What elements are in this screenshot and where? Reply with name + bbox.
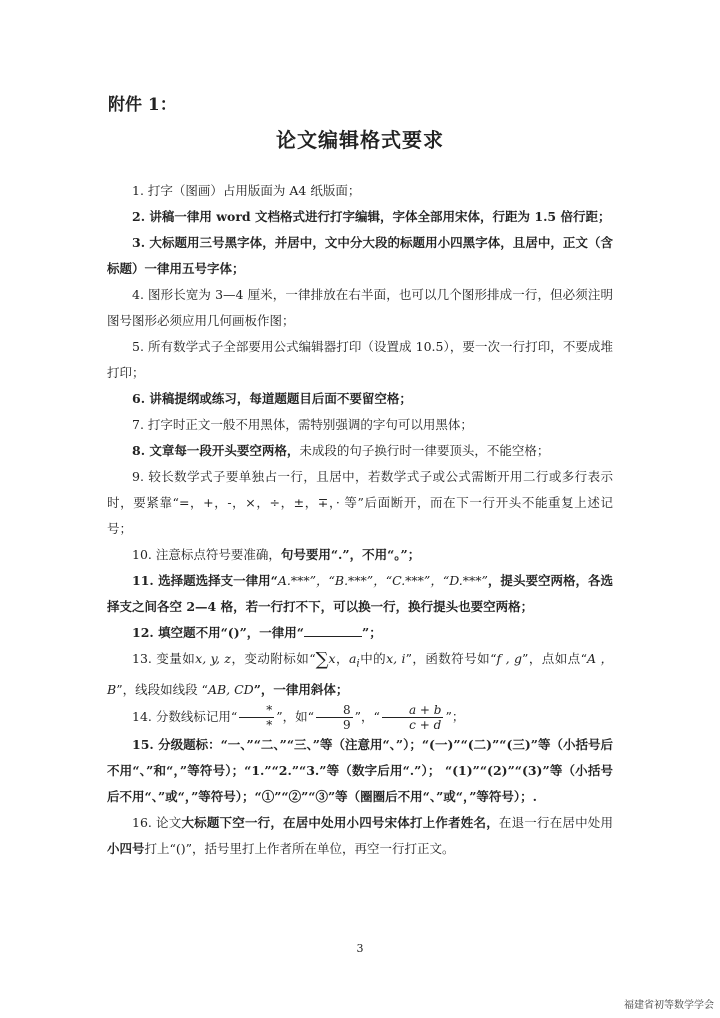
item-14: 14. 分数线标记用“ $\frac{*}{*}$ ”，如“ $\frac{8}{9}$ ”，“ $\frac{a + b}{c + d}$ ”； xyxy=(132,702,465,732)
item-10: 10. 注意标点符号要准确，句号要用“.”，不用“。”； xyxy=(132,547,421,562)
page-number: 3 xyxy=(356,942,364,955)
item-3: 3. 大标题用三号黑字体，并居中，文中分大段的标题用小四黑字体，且居中，正文（含标题）一律用五号字体； xyxy=(107,235,613,276)
item-7: 7. 打字时正文一般不用黑体，需特别强调的字句可以用黑体； xyxy=(132,417,473,432)
blank-line xyxy=(304,624,362,637)
document-title: 论文编辑格式要求 xyxy=(276,128,444,152)
item-5: 5. 所有数学式子全部要用公式编辑器打印（设置成 10.5），要一次一行打印，不要成堆打印； xyxy=(107,339,613,380)
requirements-list xyxy=(107,178,613,862)
attachment-label: 附件 1： xyxy=(108,95,177,115)
fraction-eight-ninths: $\frac{8}{9}$ xyxy=(316,703,353,732)
item-16: 16. 论文大标题下空一行，在居中处用小四号宋体打上作者姓名，在退一行在居中处用小四号打上“()”，括号里打上作者所在单位，再空一行打正文。 xyxy=(107,814,613,856)
item-12: 12. 填空题不用“()”，一律用“ ”； xyxy=(132,625,382,640)
item-9: 9. 较长数学式子要单独占一行，且居中，若数学式子或公式需断开用二行或多行表示时，要紧靠“=，+，-，×，÷，±，∓，· 等”后面断开，而在下一行开头不能重复上述记号； xyxy=(107,469,613,536)
fraction-star: $\frac{*}{*}$ xyxy=(239,703,274,732)
footer-watermark: 福建省初等数学学会 xyxy=(624,1000,714,1011)
item-6: 6. 讲稿提纲或练习，每道题题目后面不要留空格； xyxy=(132,391,412,406)
item-11: 11. 选择题选择支一律用“A.***”，“B.***”，“C.***”，“D.***”，提头要空两格，各选择支之间各空 2—4 格，若一行打不下，可以换一行，换行提头也要空两格； xyxy=(107,573,613,614)
item-13: 13. 变量如x, y, z，变动附标如“∑x，$a_i$中的x, i”，函数符号如“f , g”，点如点“A ， B”，线段如线段 “AB, CD”，一律用斜体； xyxy=(107,649,613,697)
fraction-ab-cd: $\frac{a + b}{c + d}$ xyxy=(382,703,444,732)
item-4: 4. 图形长宽为 3—4 厘米，一律排放在右半面，也可以几个图形排成一行，但必须注明图号图形必须应用几何画板作图； xyxy=(107,287,613,328)
sum-symbol: ∑ xyxy=(315,649,329,670)
item-1: 1. 打字（图画）占用版面为 A4 纸版面； xyxy=(132,183,361,198)
item-2: 2. 讲稿一律用 word 文档格式进行打字编辑，字体全部用宋体，行距为 1.5 倍行距； xyxy=(132,209,611,224)
item-8: 8. 文章每一段开头要空两格，未成段的句子换行时一律要顶头，不能空格； xyxy=(132,443,550,458)
item-15: 15. 分级题标：“一、”“二、”“三、”等（注意用“、”）；“(一)”“(二)”“(三)”等（小括号后不用“、”和“，”等符号）；“1.”“2.”“3.”等（数字后用“.”）； “(1)”“(2)”“(3)”等（小括号后不用“、”或“，”等符号）；“①”“②”“③”等（圈圈后不用“、”或“，”等符号）；. xyxy=(107,736,613,804)
